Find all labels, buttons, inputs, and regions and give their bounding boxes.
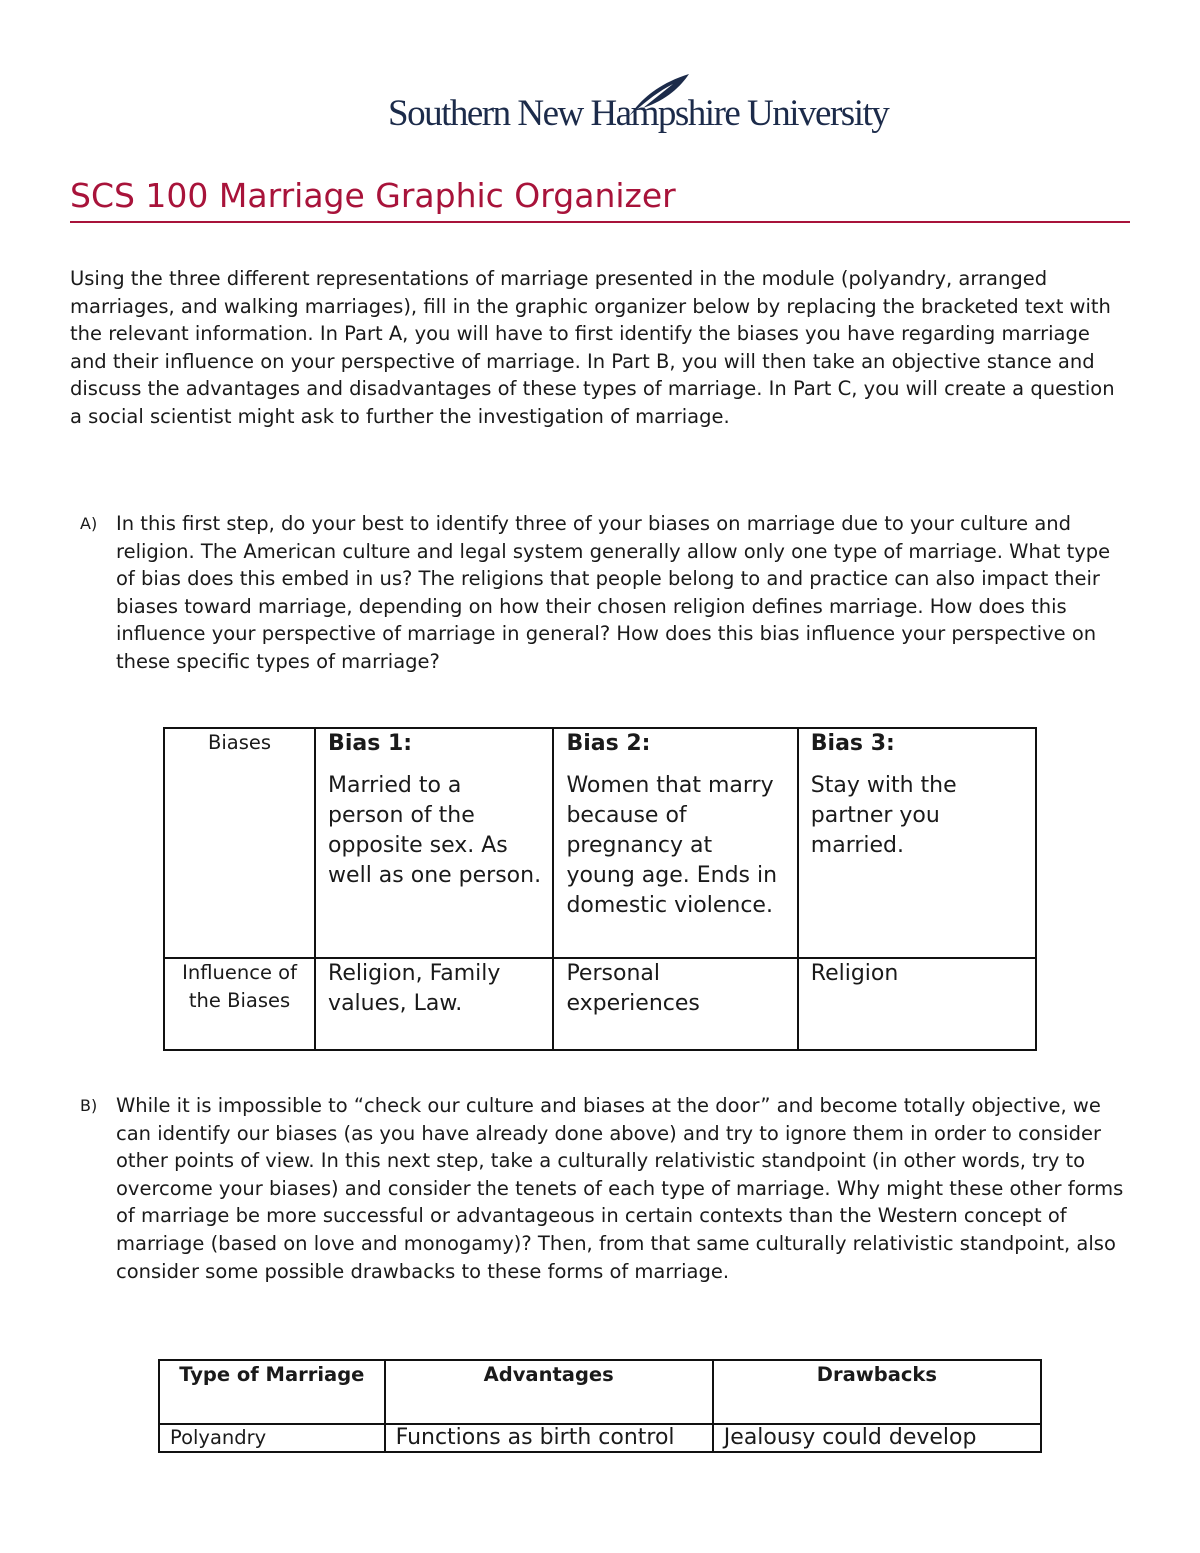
bias-2-cell bbox=[553, 728, 797, 958]
bias-1-influence: Religion, Family values, Law. bbox=[315, 958, 553, 1050]
university-logo bbox=[388, 70, 889, 140]
influence-label: Influence of the Biases bbox=[164, 958, 315, 1050]
intro-paragraph: Using the three different representations of marriage presented in the module (polyandry, arranged marriages, and walking marriages), fill in the graphic organizer below by replacing the bracketed text with the relevant information. In Part A, you will have to first identify the biases you have regarding marriage and their influence on your perspective of marriage. In Part B, you will then take an objective stance and discuss the advantages and disadvantages of these types of marriage. In Part C, you will create a question a social scientist might ask to further the investigation of marriage. bbox=[70, 267, 1115, 428]
section-a-text: In this first step, do your best to identify three of your biases on marriage due to your culture and religion. The American culture and legal system generally allow only one type of marriage. What type of bias does this embed in us? The religions that people belong to and practice can also impact their biases toward marriage, depending on how their chosen religion defines marriage. How does this influence your perspective of marriage in general? How does this bias influence your perspective on these specific types of marriage? bbox=[116, 512, 1111, 673]
section-a bbox=[70, 510, 1130, 676]
header-advantages: Advantages bbox=[385, 1360, 713, 1424]
advantages-cell: Functions as birth control bbox=[385, 1424, 713, 1452]
marriage-type-cell: Polyandry bbox=[159, 1424, 385, 1452]
bias-2-text: Women that marry because of pregnancy at young age. Ends in domestic violence. bbox=[566, 773, 778, 918]
biases-label: Biases bbox=[164, 728, 315, 958]
section-b bbox=[70, 1092, 1130, 1285]
bias-3-influence: Religion bbox=[798, 958, 1036, 1050]
bias-1-text: Married to a person of the opposite sex. As well as one person. bbox=[328, 773, 542, 888]
table-row bbox=[164, 958, 1036, 1050]
header-drawbacks: Drawbacks bbox=[713, 1360, 1041, 1424]
section-b-marker: B) bbox=[80, 1096, 98, 1115]
drawbacks-cell: Jealousy could develop bbox=[713, 1424, 1041, 1452]
bias-1-heading: Bias 1: bbox=[328, 731, 413, 756]
logo-text: Southern New Hampshire University bbox=[388, 93, 889, 134]
bias-table bbox=[163, 727, 1037, 1051]
table-row bbox=[159, 1424, 1041, 1452]
marriage-table bbox=[158, 1359, 1042, 1453]
section-a-marker: A) bbox=[80, 514, 98, 533]
bias-2-influence: Personal experiences bbox=[553, 958, 797, 1050]
section-b-text: While it is impossible to “check our culture and biases at the door” and become totally objective, we can identify our biases (as you have already done above) and try to ignore them in order to consider other points of view. In this next step, take a culturally relativistic standpoint (in other words, try to overcome your biases) and consider the tenets of each type of marriage. Why might these other forms of marriage be more successful or advantageous in certain contexts than the Western concept of marriage (based on love and monogamy)? Then, from that same culturally relativistic standpoint, also consider some possible drawbacks to these forms of marriage. bbox=[116, 1094, 1124, 1283]
bias-1-cell bbox=[315, 728, 553, 958]
page-title: SCS 100 Marriage Graphic Organizer bbox=[70, 176, 1130, 223]
header-type: Type of Marriage bbox=[159, 1360, 385, 1424]
table-header-row bbox=[159, 1360, 1041, 1424]
table-row bbox=[164, 728, 1036, 958]
bias-3-cell bbox=[798, 728, 1036, 958]
bias-2-heading: Bias 2: bbox=[566, 731, 651, 756]
bias-3-heading: Bias 3: bbox=[810, 731, 895, 756]
bias-3-text: Stay with the partner you married. bbox=[810, 773, 957, 858]
